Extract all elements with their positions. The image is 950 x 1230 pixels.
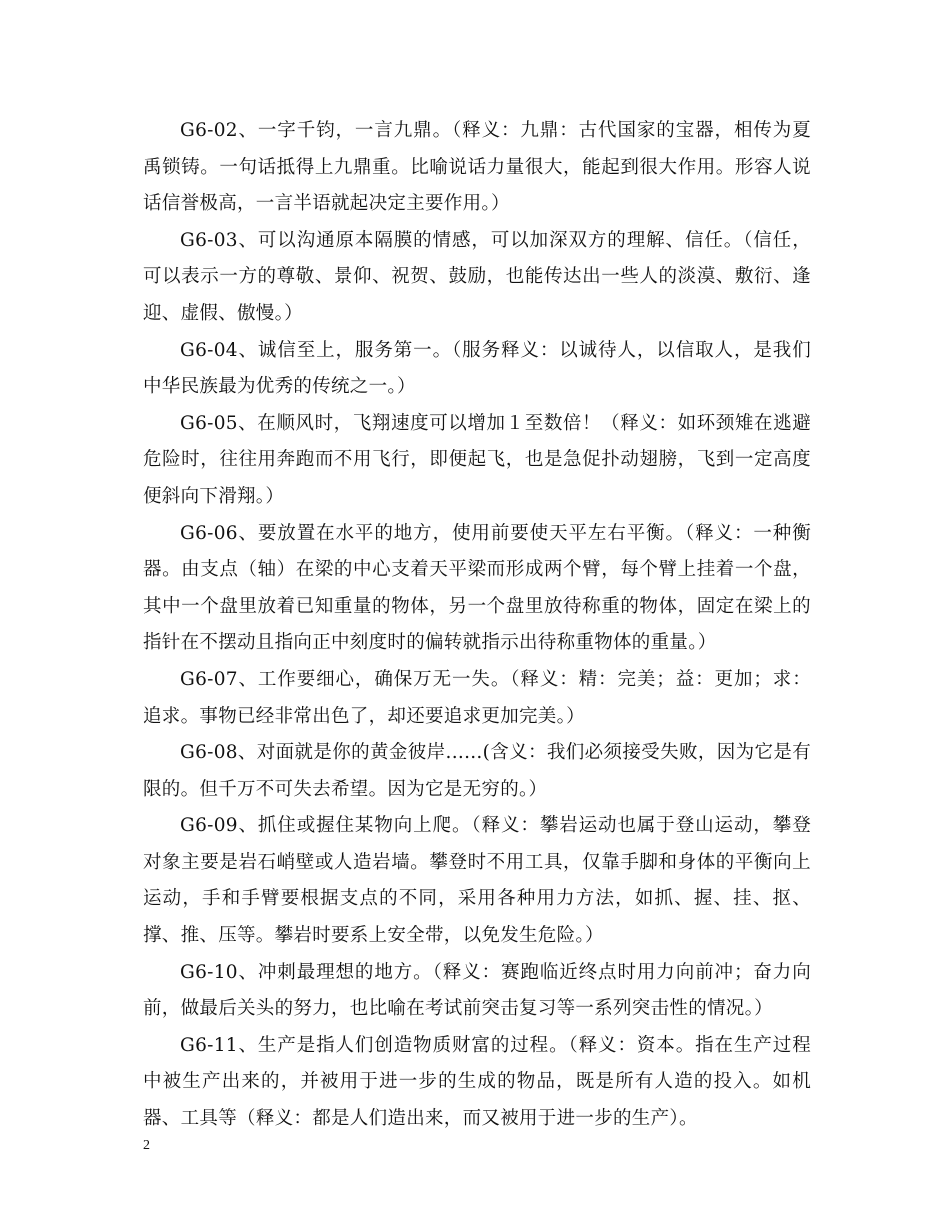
- paragraph-g6-06: G6-06、要放置在水平的地方，使用前要使天平左右平衡。（释义：一种衡器。由支点（轴）在梁的中心支着天平梁而形成两个臂，每个臂上挂着一个盘，其中一个盘里放着已知重量的物体，另一个盘里放待称重的物体，固定在梁上的指针在不摆动且指向正中刻度时的偏转就指示出待称重物体的重量。）: [143, 522, 811, 654]
- page-number: 2: [143, 1138, 150, 1153]
- paragraph-g6-09: G6-09、抓住或握住某物向上爬。（释义：攀岩运动也属于登山运动，攀登对象主要是岩石峭壁或人造岩墙。攀登时不用工具，仅靠手脚和身体的平衡向上运动，手和手臂要根据支点的不同，采用各种用力方法，如抓、握、挂、抠、撑、推、压等。攀岩时要系上安全带，以免发生危险。）: [143, 815, 811, 947]
- paragraph-g6-04: G6-04、诚信至上，服务第一。（服务释义：以诚待人，以信取人，是我们中华民族最为优秀的传统之一。）: [143, 339, 811, 398]
- paragraph-g6-02: G6-02、一字千钧，一言九鼎。（释义：九鼎：古代国家的宝器，相传为夏禹锁铸。一句话抵得上九鼎重。比喻说话力量很大，能起到很大作用。形容人说话信誉极高，一言半语就起决定主要作用。）: [143, 120, 811, 215]
- paragraph-g6-10: G6-10、冲刺最理想的地方。（释义：赛跑临近终点时用力向前冲；奋力向前，做最后关头的努力，也比喻在考试前突击复习等一系列突击性的情况。）: [143, 961, 811, 1020]
- paragraph-g6-05: G6-05、在顺风时，飞翔速度可以增加１至数倍！（释义：如环颈雉在逃避危险时，往往用奔跑而不用飞行，即便起飞，也是急促扑动翅膀，飞到一定高度便斜向下滑翔。）: [143, 412, 811, 507]
- document-body: [143, 113, 811, 1138]
- paragraph-g6-08: G6-08、对面就是你的黄金彼岸......(含义：我们必须接受失败，因为它是有限的。但千万不可失去希望。因为它是无穷的。）: [143, 742, 811, 800]
- paragraph-g6-07: G6-07、工作要细心，确保万无一失。（释义：精：完美；益：更加；求：追求。事物已经非常出色了，却还要追求更加完美。）: [143, 668, 811, 727]
- paragraph-g6-03: G6-03、可以沟通原本隔膜的情感，可以加深双方的理解、信任。（信任，可以表示一方的尊敬、景仰、祝贺、鼓励，也能传达出一些人的淡漠、敷衍、逢迎、虚假、傲慢。）: [143, 229, 811, 324]
- paragraph-g6-11: G6-11、生产是指人们创造物质财富的过程。（释义：资本。指在生产过程中被生产出来的，并被用于进一步的生成的物品，既是所有人造的投入。如机器、工具等（释义：都是人们造出来，而又被用于进一步的生产）。: [143, 1034, 811, 1130]
